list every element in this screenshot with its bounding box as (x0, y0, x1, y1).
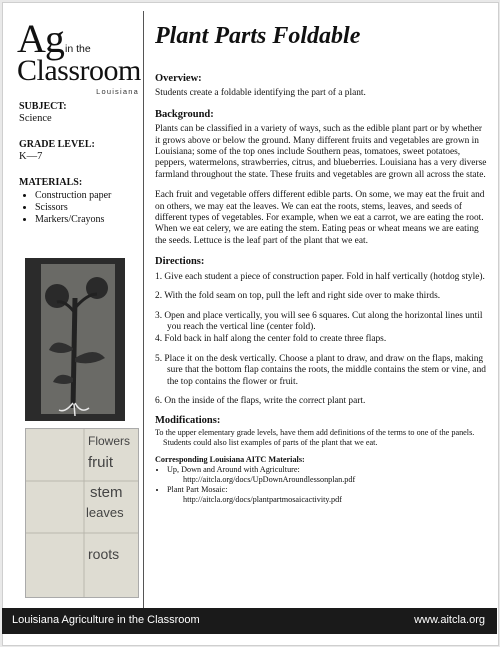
grade-label: GRADE LEVEL: (19, 139, 95, 150)
direction-step-3: 3. Open and place vertically, you will see 6 squares. Cut along the horizontal lines until you reach the vertical line (center fold). (155, 310, 483, 332)
direction-step-1: 1. Give each student a piece of construction paper. Fold in half vertically (hotdog style). (155, 271, 485, 282)
photo-word: leaves (86, 505, 124, 520)
photo-word: fruit (88, 454, 114, 471)
materials-item: • Scissors (35, 202, 139, 214)
modifications-heading: Modifications: (155, 415, 221, 427)
modifications-text: To the upper elementary grade levels, have them add definitions of the terms to one of the panels. Students could also list examples of parts of the plant that we eat. (155, 427, 475, 447)
direction-step-5: 5. Place it on the desk vertically. Choose a plant to draw, and draw on the flaps, making sure that the bottom flap contains the roots, the middle contains the stem or vine, and the top contains the flower or fruit. (155, 353, 486, 387)
photo-word: stem (90, 484, 123, 501)
sidebar (3, 3, 143, 611)
ag-in-the-classroom-logo (17, 16, 141, 99)
overview-heading: Overview: (155, 73, 202, 84)
corresponding-item (167, 465, 488, 485)
corresponding-item-link[interactable]: http://aitcla.org/docs/plantpartmosaicactivity.pdf (183, 494, 342, 504)
subject-label: SUBJECT: (19, 101, 67, 112)
background-paragraph-2: Each fruit and vegetable offers different edible parts. On some, we may eat the fruit and on others, we may eat the leaves. We can eat the roots, stems, leaves, and seeds of different types of vegetables. For example, when we eat a carrot, we are eating the root. When we eat celery, we are eating the stem. Eating peas or wheat means we are eating the seeds. Lettuce is the leaf part of the plant that we eat. (155, 190, 485, 246)
footer-org-name: Louisiana Agriculture in the Classroom (12, 614, 200, 626)
footer-bar (2, 608, 497, 634)
corresponding-list (155, 465, 488, 505)
corresponding-item-name: Up, Down and Around with Agriculture: (167, 464, 300, 474)
logo-in-the: in the (65, 43, 91, 55)
main-content (155, 73, 488, 505)
background-heading: Background: (155, 108, 214, 120)
overview-text: Students create a foldable identifying the part of a plant. (155, 88, 366, 99)
direction-step-2: 2. With the fold seam on top, pull the left and right side over to make thirds. (155, 291, 441, 302)
page-title: Plant Parts Foldable (155, 23, 361, 49)
corresponding-item (167, 485, 488, 505)
grade-value: K—7 (19, 151, 43, 162)
plant-drawing-photo (25, 258, 125, 421)
background-paragraph-1: Plants can be classified in a variety of ways, such as the edible plant part or by whether it grows above or below the ground. Many different fruits and vegetables are grown in Louisiana; some of the top ones include Southern peas, tomatoes, sweet potatoes, peppers, watermelons, strawberries, citrus, and blueberries. Louisiana has a very diverse farmland throughout the state. These fruits and vegetables are grown all across the state. (155, 124, 487, 180)
corresponding-heading: Corresponding Louisiana AITC Materials: (155, 454, 305, 464)
subject-value: Science (19, 113, 52, 124)
materials-item: • Markers/Crayons (35, 214, 139, 226)
photo-word: roots (88, 546, 120, 562)
column-divider (143, 11, 144, 609)
materials-label: MATERIALS: (19, 177, 83, 188)
photo-word: Flowers (88, 434, 131, 448)
footer-website-link[interactable]: www.aitcla.org (414, 614, 485, 626)
materials-item: • Construction paper (35, 190, 139, 202)
materials-block (19, 177, 139, 226)
logo-classroom: Classroom (17, 54, 141, 87)
logo-louisiana: Louisiana (96, 87, 139, 96)
subject-block (19, 101, 67, 125)
materials-list (19, 190, 139, 226)
directions-heading: Directions: (155, 256, 205, 268)
page (2, 2, 499, 646)
corresponding-item-link[interactable]: http://aitcla.org/docs/UpDownAroundlessonplan.pdf (183, 474, 356, 484)
direction-step-4: 4. Fold back in half along the center fold to create three flaps. (155, 334, 387, 345)
foldable-labels-photo (25, 428, 139, 598)
direction-step-6: 6. On the inside of the flaps, write the correct plant part. (155, 395, 366, 406)
grade-block (19, 139, 95, 163)
logo-ag: Ag (17, 16, 64, 61)
corresponding-item-name: Plant Part Mosaic: (167, 484, 228, 494)
